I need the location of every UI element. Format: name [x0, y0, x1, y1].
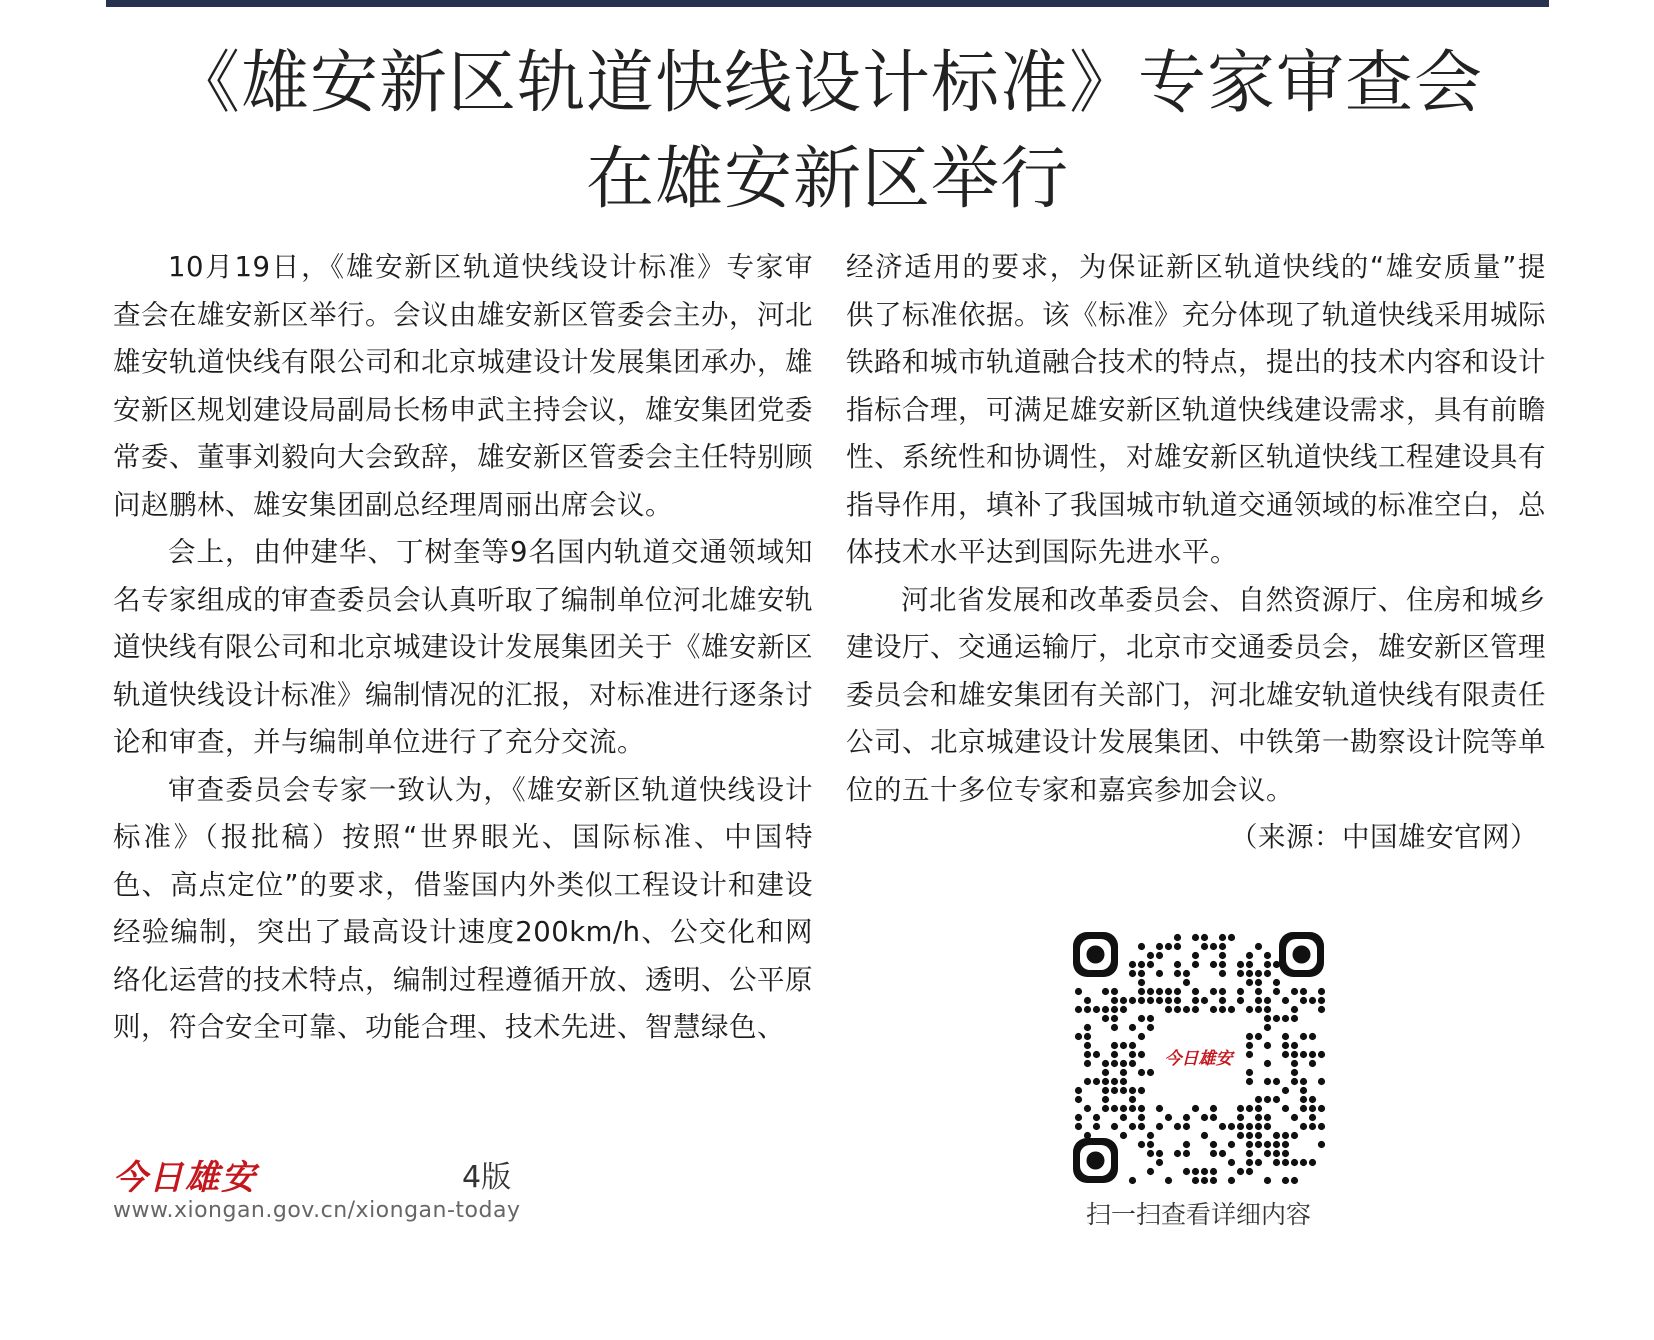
paragraph-1: 10月19日，《雄安新区轨道快线设计标准》专家审查会在雄安新区举行。会议由雄安新区管委会主办，河北雄安轨道快线有限公司和北京城建设计发展集团承办，雄安新区规划建设局副局长杨申武主持会议，雄安集团党委常委、董事刘毅向大会致辞，雄安新区管委会主任特别顾问赵鹏林、雄安集团副总经理周丽出席会议。: [113, 251, 813, 521]
article-title: [106, 36, 1549, 228]
qr-finder-top-left: [1073, 932, 1118, 977]
title-line-2: 在雄安新区举行: [585, 140, 1069, 219]
left-column: [113, 244, 813, 1052]
paragraph-3: 审查委员会专家一致认为，《雄安新区轨道快线设计标准》（报批稿）按照“世界眼光、国际标准、中国特色、高点定位”的要求，借鉴国内外类似工程设计和建设经验编制，突出了最高设计速度200km/h、公交化和网络化运营的技术特点，编制过程遵循开放、透明、公平原则，符合安全可靠、功能合理、技术先进、智慧绿色、: [113, 773, 813, 1043]
qr-caption: 扫一扫查看详细内容: [1085, 1200, 1311, 1229]
article-source: （来源：中国雄安官网）: [1230, 821, 1538, 853]
qr-finder-top-right: [1279, 932, 1324, 977]
paragraph-3-continued: 经济适用的要求，为保证新区轨道快线的“雄安质量”提供了标准依据。该《标准》充分体现了轨道快线采用城际铁路和城市轨道融合技术的特点，提出的技术内容和设计指标合理，可满足雄安新区轨道快线建设需求，具有前瞻性、系统性和协调性，对雄安新区轨道快线工程建设具有指导作用，填补了我国城市轨道交通领域的标准空白，总体技术水平达到国际先进水平。: [846, 251, 1546, 568]
right-column: [846, 244, 1546, 862]
paragraph-4: 河北省发展和改革委员会、自然资源厅、住房和城乡建设厅、交通运输厅，北京市交通委员会，雄安新区管理委员会和雄安集团有关部门，河北雄安轨道快线有限责任公司、北京城建设计发展集团、中铁第一勘察设计院等单位的五十多位专家和嘉宾参加会议。: [846, 583, 1546, 806]
paragraph-2: 会上，由仲建华、丁树奎等9名国内轨道交通领域知名专家组成的审查委员会认真听取了编制单位河北雄安轨道快线有限公司和北京城建设计发展集团关于《雄安新区轨道快线设计标准》编制情况的汇报，对标准进行逐条讨论和审查，并与编制单位进行了充分交流。: [113, 536, 813, 758]
top-rule: [106, 0, 1549, 7]
publication-url[interactable]: www.xiongan.gov.cn/xiongan-today: [113, 1198, 521, 1223]
qr-code[interactable]: [1071, 930, 1326, 1185]
page-number: 4版: [462, 1160, 512, 1195]
qr-finder-bottom-left: [1073, 1138, 1118, 1183]
publication-logo: 今日雄安: [113, 1158, 257, 1198]
title-line-1: 《雄安新区轨道快线设计标准》专家审查会: [171, 44, 1483, 123]
qr-center-logo: 今日雄安: [1164, 1049, 1233, 1069]
